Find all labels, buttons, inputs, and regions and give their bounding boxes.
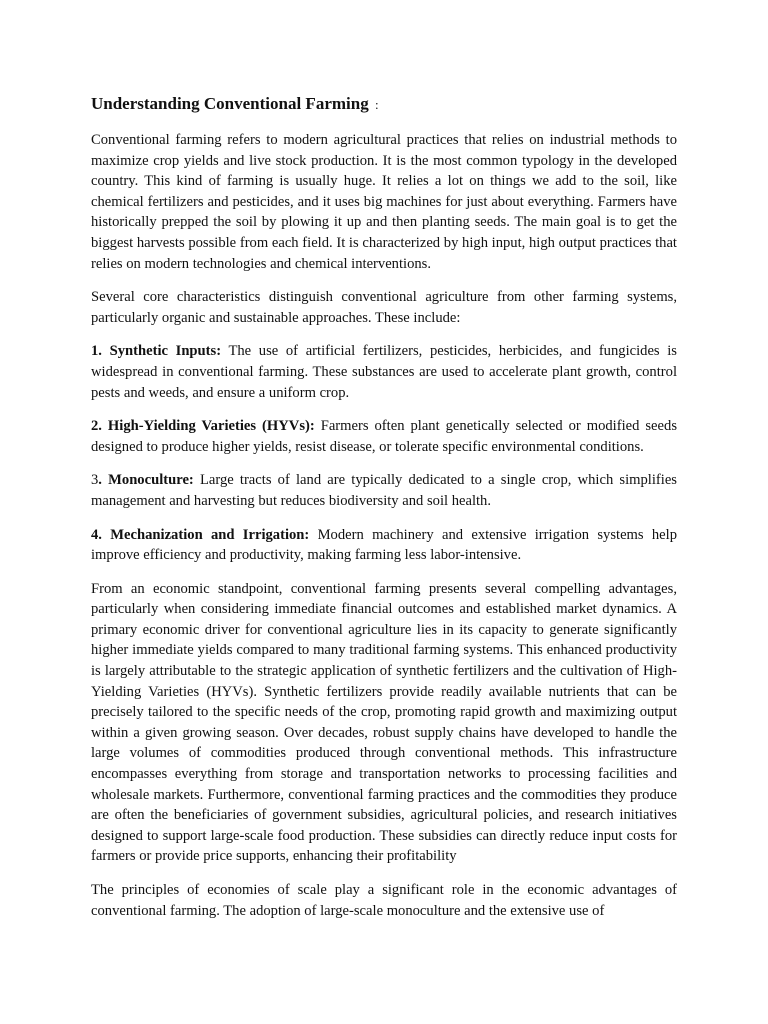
scale-paragraph: The principles of economies of scale play a significant role in the economic advantages of conventional farming. The adoption of large-scale monoculture and the extensive use of (91, 882, 677, 919)
item-number: 1. (91, 343, 102, 360)
item-text: The use of artificial fertilizers, pesticides, herbicides, and fungicides is widespread in conventional farming. These substances are used to accelerate plant growth, control pests and weeds, and ensure a uniform crop. (91, 343, 677, 401)
list-item (91, 470, 677, 511)
item-number: 4. (91, 526, 102, 543)
item-heading: Synthetic Inputs: (109, 343, 222, 360)
list-item (91, 525, 677, 566)
item-text: Modern machinery and extensive irrigation systems help improve efficiency and productivity, making farming less labor-intensive. (91, 526, 677, 564)
item-heading: . High-Yielding Varieties (HYVs): (98, 418, 315, 435)
item-heading: Mechanization and Irrigation: (110, 526, 310, 543)
intro-paragraph: Conventional farming refers to modern agricultural practices that relies on industrial methods to maximize crop yields and live stock production. It is the most common typology in the developed country. This kind of farming is usually huge. It relies a lot on things we add to the soil, like chemical fertilizers and pesticides, and it uses big machines for just about everything. Farmers have historically prepped the soil by plowing it up and then planting seeds. The main goal is to get the biggest harvests possible from each field. It is characterized by high input, high output practices that relies on modern technologies and chemical interventions. (91, 132, 677, 272)
item-heading: . Monoculture: (98, 472, 194, 489)
document-title (91, 92, 677, 117)
list-item (91, 341, 677, 403)
list-item (91, 416, 677, 457)
item-text: Large tracts of land are typically dedicated to a single crop, which simplifies management and harvesting but reduces biodiversity and soil health. (91, 472, 677, 509)
economic-paragraph: From an economic standpoint, conventional farming presents several compelling advantages, particularly when considering immediate financial outcomes and established market dynamics. A primary economic driver for conventional agriculture lies in its capacity to generate significantly higher immediate yields compared to many traditional farming systems. This enhanced productivity is largely attributable to the strategic application of synthetic fertilizers and the cultivation of High-Yielding Varieties (HYVs). Synthetic fertilizers provide readily available nutrients that can be precisely tailored to the specific needs of the crop, promoting rapid growth and maximizing output within a given growing season. Over decades, robust supply chains have developed to handle the large volumes of commodities produced through conventional methods. This infrastructure encompasses everything from storage and transportation networks to processing facilities and wholesale markets. Furthermore, conventional farming practices and the commodities they produce are often the beneficiaries of government subsidies, agricultural policies, and research initiatives designed to support large-scale food production. These subsidies can directly reduce input costs for farmers or provide price supports, enhancing their profitability (91, 580, 677, 865)
item-number: 3 (91, 472, 99, 489)
item-number: 2 (91, 418, 99, 435)
item-text: Farmers often plant genetically selected or modified seeds designed to produce higher yields, resist disease, or tolerate specific environmental conditions. (91, 418, 677, 455)
characteristics-intro-paragraph: Several core characteristics distinguish conventional agriculture from other farming systems, particularly organic and sustainable approaches. These include: (91, 289, 677, 326)
document-page (91, 92, 677, 934)
title-text: Understanding Conventional Farming (91, 94, 369, 113)
title-colon: : (374, 97, 379, 112)
